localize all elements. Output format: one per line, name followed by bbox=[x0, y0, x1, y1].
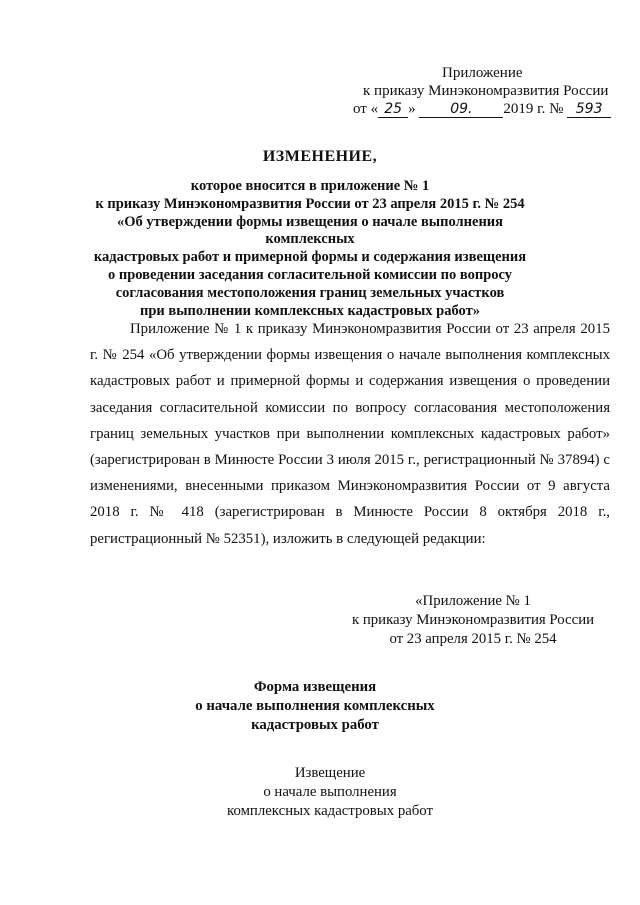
subtitle-line: «Об утверждении формы извещения о начале выполнения комплексных bbox=[116, 213, 504, 248]
subtitle-line: кадастровых работ и примерной формы и содержания извещения bbox=[93, 249, 527, 266]
appendix-line: от 23 апреля 2015 г. № 254 bbox=[389, 631, 557, 647]
form-title-line: Форма извещения bbox=[253, 679, 377, 695]
subtitle-line: согласования местоположения границ земельных участков bbox=[115, 284, 505, 301]
notice-line: о начале выполнения bbox=[263, 783, 397, 800]
header-appendix-label: Приложение bbox=[442, 65, 523, 81]
date-prefix: от « bbox=[353, 101, 379, 117]
handwritten-day: 25 bbox=[378, 102, 408, 118]
appendix-line: «Приложение № 1 bbox=[415, 593, 531, 609]
document-title: ИЗМЕНЕНИЕ, bbox=[262, 148, 378, 165]
subtitle-line: при выполнении комплексных кадастровых работ» bbox=[140, 302, 480, 319]
subtitle-line: о проведении заседания согласительной комиссии по вопросу bbox=[107, 266, 513, 283]
header-date-line bbox=[353, 100, 611, 118]
document-subtitle bbox=[90, 178, 530, 320]
date-day-close: » bbox=[408, 101, 416, 117]
form-title-line: о начале выполнения комплексных bbox=[195, 698, 435, 714]
appendix-line: к приказу Минэкономразвития России bbox=[351, 612, 595, 628]
header-order-ref: к приказу Минэкономразвития России bbox=[363, 83, 609, 99]
form-title-line: кадастровых работ bbox=[251, 717, 379, 733]
handwritten-month: 09. bbox=[419, 102, 503, 118]
date-year: 2019 г. № bbox=[503, 101, 564, 117]
handwritten-order-number: 593 bbox=[567, 102, 611, 118]
notice-line: Извещение bbox=[294, 765, 366, 781]
appendix-reference bbox=[340, 592, 606, 649]
subtitle-line: которое вносится в приложение № 1 bbox=[190, 178, 430, 194]
notice-heading bbox=[180, 764, 480, 820]
body-paragraph: Приложение № 1 к приказу Минэкономразвития России от 23 апреля 2015 г. № 254 «Об утверждении формы извещения о начале выполнения комплексных кадастровых работ и примерной формы и содержания извещения о проведении заседания согласительной комиссии по вопросу согласования местоположения границ земельных участков при выполнении комплексных кадастровых работ» (зарегистрирован в Минюсте России 3 июля 2015 г., регистрационный № 37894) с изменениями, внесенными приказом Минэкономразвития России от 9 августа 2018 г. № 418 (зарегистрирован в Минюсте России 8 октября 2018 г., регистрационный № 52351), изложить в следующей редакции: bbox=[90, 321, 610, 547]
subtitle-line: к приказу Минэкономразвития России от 23 апреля 2015 г. № 254 bbox=[95, 195, 525, 212]
form-title bbox=[160, 678, 470, 735]
notice-line: комплексных кадастровых работ bbox=[227, 802, 433, 819]
